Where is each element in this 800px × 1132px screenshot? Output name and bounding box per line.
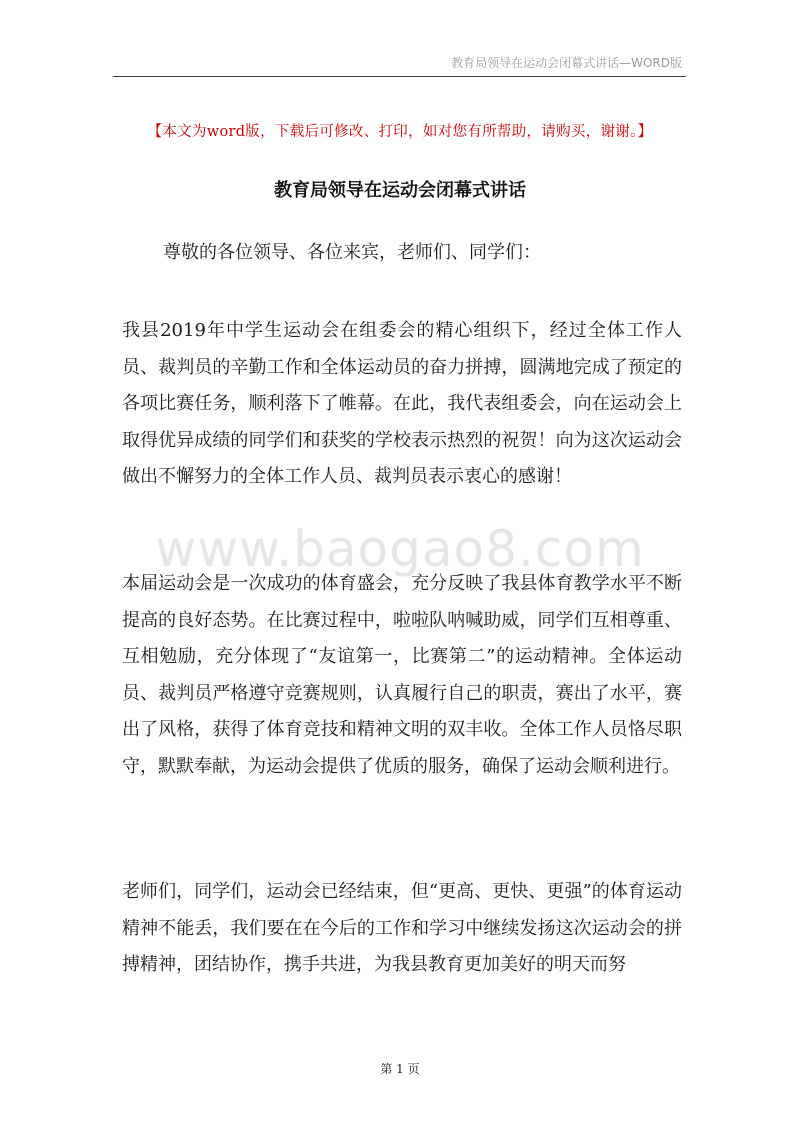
body-paragraph-3: 老师们，同学们，运动会已经结束，但“更高、更快、更强”的体育运动精神不能丢，我们要在在今后的工作和学习中继续发扬这次运动会的拼搏精神，团结协作，携手共进，为我县教育更加美好的明天而努 <box>122 881 682 975</box>
running-header: 教育局领导在运动会闭幕式讲话—WORD版 <box>451 56 682 70</box>
body-paragraph-2: 本届运动会是一次成功的体育盛会，充分反映了我县体育教学水平不断提高的良好态势。在比赛过程中，啦啦队呐喊助威，同学们互相尊重、互相勉励，充分体现了“友谊第一，比赛第二”的运动精神。全体运动员、裁判员严格遵守竞赛规则，认真履行自己的职责，赛出了水平，赛出了风格，获得了体育竞技和精神文明的双丰收。全体工作人员恪尽职守，默默奉献，为运动会提供了优质的服务，确保了运动会顺利进行。 <box>122 573 682 777</box>
header-divider <box>113 76 686 77</box>
download-notice: 【本文为word版，下载后可修改、打印，如对您有所帮助，请购买，谢谢。】 <box>147 124 653 140</box>
document-title: 教育局领导在运动会闭幕式讲话 <box>274 180 526 201</box>
greeting-line: 尊敬的各位领导、各位来宾，老师们、同学们： <box>163 242 541 263</box>
watermark: www.baogao8.com <box>155 520 645 578</box>
body-paragraph-1: 我县2019年中学生运动会在组委会的精心组织下，经过全体工作人员、裁判员的辛勤工作和全体运动员的奋力拼搏，圆满地完成了预定的各项比赛任务，顺利落下了帷幕。在此，我代表组委会，向在运动会上取得优异成绩的同学们和获奖的学校表示热烈的祝贺！向为这次运动会做出不懈努力的全体工作人员、裁判员表示衷心的感谢！ <box>122 320 682 487</box>
page-number: 第 1 页 <box>380 1062 420 1076</box>
